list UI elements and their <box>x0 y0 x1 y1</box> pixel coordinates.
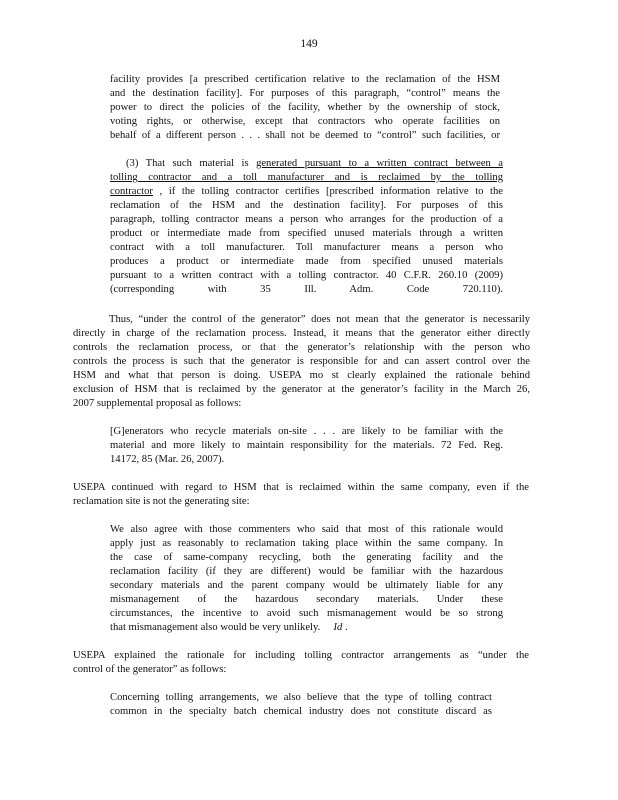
text-line: Thus, “under the control of the generator” does not mean that the generator is necessarily <box>109 314 530 325</box>
body-paragraph <box>73 649 529 677</box>
text-line: [G]enerators who recycle materials on-site . . . are likely to be familiar with the <box>110 426 503 437</box>
text-line: reclamation of the HSM and the destination facility]. For purposes of this <box>110 200 503 211</box>
text-line: mismanagement of the hazardous secondary materials. Under these <box>110 594 503 605</box>
text-line <box>110 157 503 171</box>
text-line: product or intermediate made from specified unused materials through a written <box>110 228 503 239</box>
quote-text: , if the tolling contractor certifies [prescribed information relative to the <box>152 186 503 197</box>
text-line: We also agree with those commenters who said that most of this rationale would <box>110 524 503 535</box>
text-line: common in the specialty batch chemical industry does not constitute discard as <box>110 706 492 717</box>
underlined-text: generated pursuant to a written contract between a <box>256 158 503 169</box>
text-line: Concerning tolling arrangements, we also believe that the type of tolling contract <box>110 692 492 703</box>
underlined-text: contractor <box>110 186 153 197</box>
text-line: circumstances, the incentive to avoid such mismanagement would be so strong <box>110 608 503 619</box>
block-quote-definition <box>110 73 500 143</box>
text-line: voting rights, or otherwise, except that contractors who operate facilities on <box>110 116 500 127</box>
text-line: controls the process is such that the generator is responsible for and can assert control over the <box>73 356 530 367</box>
text-line: control of the generator” as follows: <box>73 664 227 675</box>
text-line: secondary materials and the parent company would be ultimately liable for any <box>110 580 503 591</box>
text-line: directly in charge of the reclamation process. Instead, it means that the generator either directly <box>73 328 530 339</box>
text-line: (corresponding with 35 Ill. Adm. Code 720.110). <box>110 284 503 295</box>
text-line: facility provides [a prescribed certification relative to the reclamation of the HSM <box>110 74 500 85</box>
block-quote-fed-reg <box>110 425 503 467</box>
text-line: controls the reclamation process, or that the generator’s relationship with the person who <box>73 342 530 353</box>
text-line: apply just as reasonably to reclamation taking place within the same company. In <box>110 538 503 549</box>
quote-text: (3) That such material is <box>126 158 257 169</box>
text-line: 2007 supplemental proposal as follows: <box>73 398 242 409</box>
body-paragraph <box>73 481 529 509</box>
text-line: material and more likely to maintain responsibility for the materials. 72 Fed. Reg. <box>110 440 503 451</box>
body-paragraph <box>73 313 530 411</box>
block-quote-same-company <box>110 523 503 635</box>
text-line <box>110 297 503 311</box>
page-number: 149 <box>300 38 318 50</box>
text-line: produces a product or intermediate made from specified unused materials <box>110 256 503 267</box>
text-line: exclusion of HSM that is reclaimed by the generator at the generator’s facility in the March 26, <box>73 384 530 395</box>
text-line: reclamation site is not the generating site: <box>73 496 250 507</box>
text-line: contract with a toll manufacturer. Toll manufacturer means a person who <box>110 242 503 253</box>
text-line: HSM and what that person is doing. USEPA mo st clearly explained the rationale behind <box>73 370 530 381</box>
text-line: behalf of a different person . . . shall not be deemed to “control” such facilities, or <box>110 130 500 141</box>
text-line: that mismanagement also would be very unlikely. Id . <box>110 622 348 633</box>
text-line <box>110 171 503 185</box>
text-line: paragraph, tolling contractor means a person who arranges for the production of a <box>110 214 503 225</box>
block-quote-tolling-arrangements <box>110 691 492 719</box>
text-line: and the destination facility]. For purposes of this paragraph, “control” means the <box>110 88 500 99</box>
underlined-text: tolling contractor and a toll manufacturer and is reclaimed by the tolling <box>110 172 503 183</box>
block-quote-tolling <box>110 157 503 311</box>
text-line: USEPA continued with regard to HSM that is reclaimed within the same company, even if the <box>73 482 529 493</box>
text-line: power to direct the policies of the facility, whether by the ownership of stock, <box>110 102 500 113</box>
text-line: pursuant to a written contract with a tolling contractor. 40 C.F.R. 260.10 (2009) <box>110 270 503 281</box>
citation-id: Id <box>333 622 343 633</box>
text-line: the case of same-company recycling, both the generating facility and the <box>110 552 503 563</box>
text-line: reclamation facility (if they are different) would be familiar with the hazardous <box>110 566 503 577</box>
quote-text: that mismanagement also would be very unlikely. <box>110 622 321 633</box>
text-line: USEPA explained the rationale for including tolling contractor arrangements as “under the <box>73 650 529 661</box>
text-line: 14172, 85 (Mar. 26, 2007). <box>110 454 225 465</box>
text-line <box>110 185 503 199</box>
